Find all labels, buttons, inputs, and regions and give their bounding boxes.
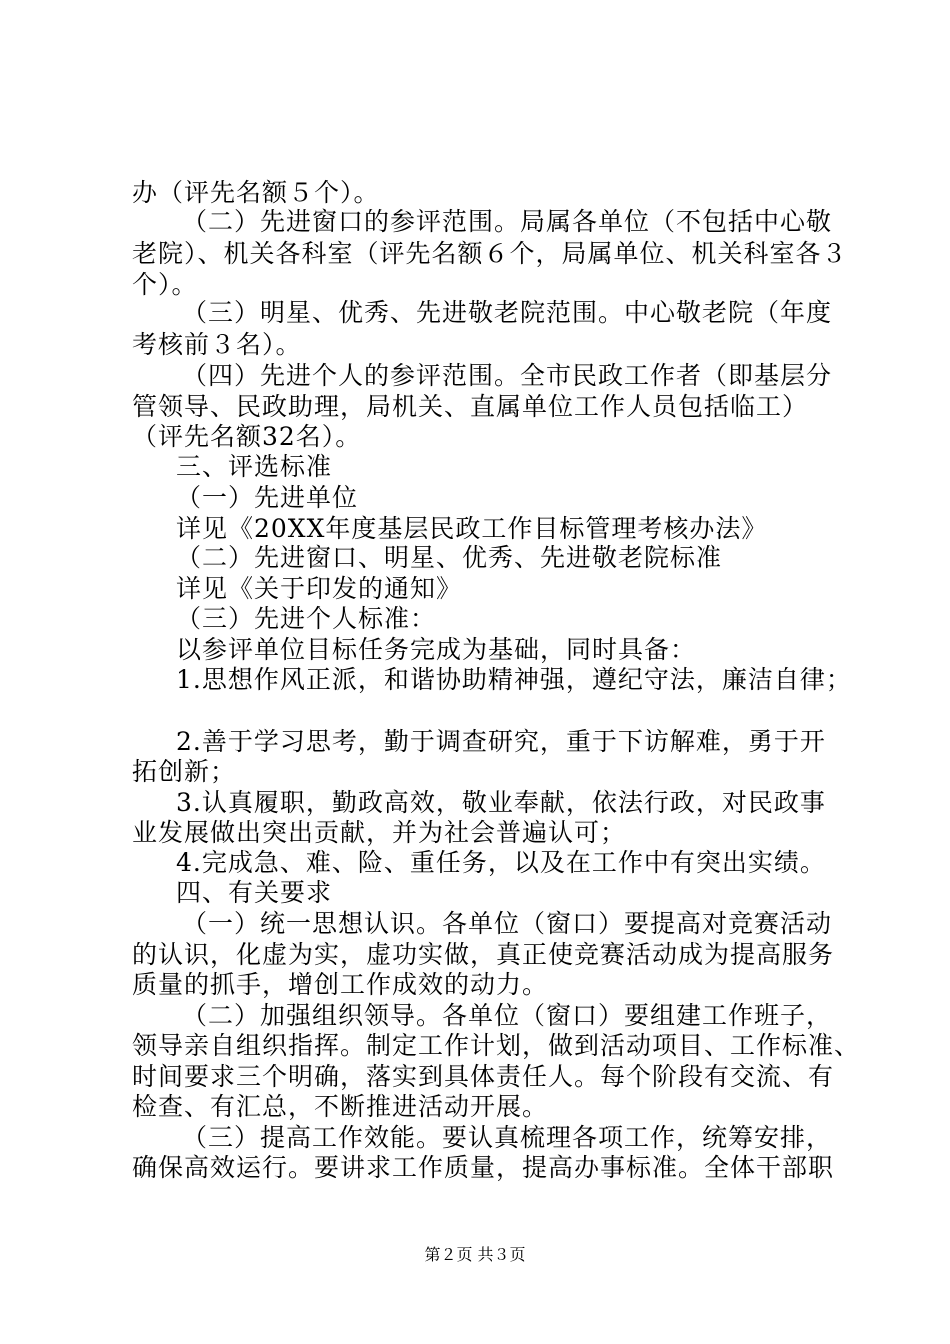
- list-item: 2.善于学习思考，勤于调查研究，重于下访解难，勇于开: [176, 727, 826, 756]
- text-line: （二）先进窗口的参评范围。局属各单位（不包括中心敬: [182, 207, 833, 236]
- text-line: 个）。: [132, 270, 198, 299]
- text-line: （二）加强组织领导。各单位（窗口）要组建工作班子，: [182, 1001, 833, 1030]
- section-heading: 三、评选标准: [176, 452, 333, 481]
- text-line: 老院）、机关各科室（评先名额６个，局属单位、机关科室各３: [132, 239, 848, 268]
- list-item: 3.认真履职，勤政高效，敬业奉献，依法行政，对民政事: [176, 788, 826, 817]
- text-line: 办（评先名额５个）。: [132, 178, 380, 207]
- text-line: （评先名额32名）。: [132, 422, 362, 451]
- text-line: 拓创新；: [132, 757, 237, 786]
- text-line: 质量的抓手，增创工作成效的动力。: [132, 970, 549, 999]
- text-line: 详见《20XX年度基层民政工作目标管理考核办法》: [176, 514, 768, 543]
- text-line: 考核前３名）。: [132, 330, 302, 359]
- list-item: 4.完成急、难、险、重任务，以及在工作中有突出实绩。: [176, 848, 826, 877]
- sub-heading: （三）先进个人标准：: [176, 604, 437, 633]
- sub-heading: （二）先进窗口、明星、优秀、先进敬老院标准: [176, 543, 723, 572]
- text-line: 确保高效运行。要讲求工作质量，提高办事标准。全体干部职: [132, 1153, 835, 1182]
- text-line: 的认识，化虚为实，虚功实做，真正使竞赛活动成为提高服务: [132, 940, 835, 969]
- text-line: 业发展做出突出贡献，并为社会普遍认可；: [132, 818, 627, 847]
- text-line: （三）提高工作效能。要认真梳理各项工作，统筹安排，: [182, 1123, 833, 1152]
- text-line: 管领导、民政助理，局机关、直属单位工作人员包括临工）: [132, 392, 809, 421]
- section-heading: 四、有关要求: [176, 878, 333, 907]
- text-line: 检查、有汇总，不断推进活动开展。: [132, 1092, 549, 1121]
- sub-heading: （一）先进单位: [176, 483, 359, 512]
- text-line: 详见《关于印发的通知》: [176, 574, 463, 603]
- text-line: （四）先进个人的参评范围。全市民政工作者（即基层分: [182, 361, 833, 390]
- text-line: （三）明星、优秀、先进敬老院范围。中心敬老院（年度: [182, 298, 833, 327]
- text-line: 领导亲自组织指挥。制定工作计划，做到活动项目、工作标准、: [132, 1031, 861, 1060]
- text-line: 以参评单位目标任务完成为基础，同时具备：: [176, 635, 697, 664]
- text-line: （一）统一思想认识。各单位（窗口）要提高对竞赛活动: [182, 909, 833, 938]
- text-line: 时间要求三个明确，落实到具体责任人。每个阶段有交流、有: [132, 1062, 835, 1091]
- page-number-footer: 第２页 共３页: [424, 1245, 526, 1264]
- list-item: 1.思想作风正派，和谐协助精神强，遵纪守法，廉洁自律；: [176, 665, 852, 694]
